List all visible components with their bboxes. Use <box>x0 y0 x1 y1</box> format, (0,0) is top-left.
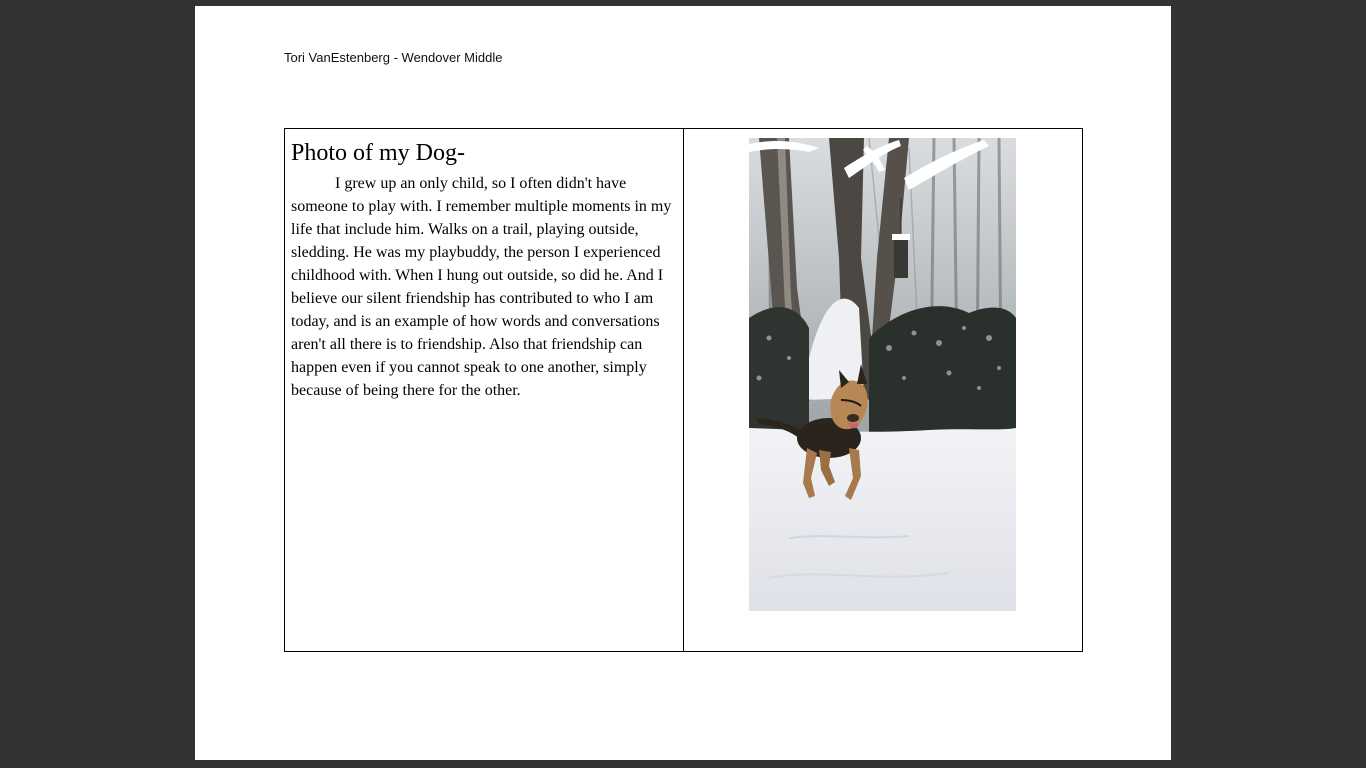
dog-photo <box>749 138 1016 611</box>
section-body: I grew up an only child, so I often didn't have someone to play with. I remember multiple moments in my life that include him. Walks on a trail, playing outside, sledding. He was my playbuddy, the person I experienced childhood with. When I hung out outside, so did he. And I believe our silent friendship has contributed to who I am today, and is an example of how words and conversations aren't all there is to friendship. Also that friendship can happen even if you cannot speak to one another, simply because of being there for the other. <box>291 175 672 399</box>
photo-cell <box>684 129 1082 651</box>
document-page <box>195 6 1171 760</box>
content-table <box>284 128 1083 652</box>
text-cell <box>285 129 684 651</box>
page-header: Tori VanEstenberg - Wendover Middle <box>284 50 503 65</box>
section-title: Photo of my Dog- <box>291 140 465 166</box>
